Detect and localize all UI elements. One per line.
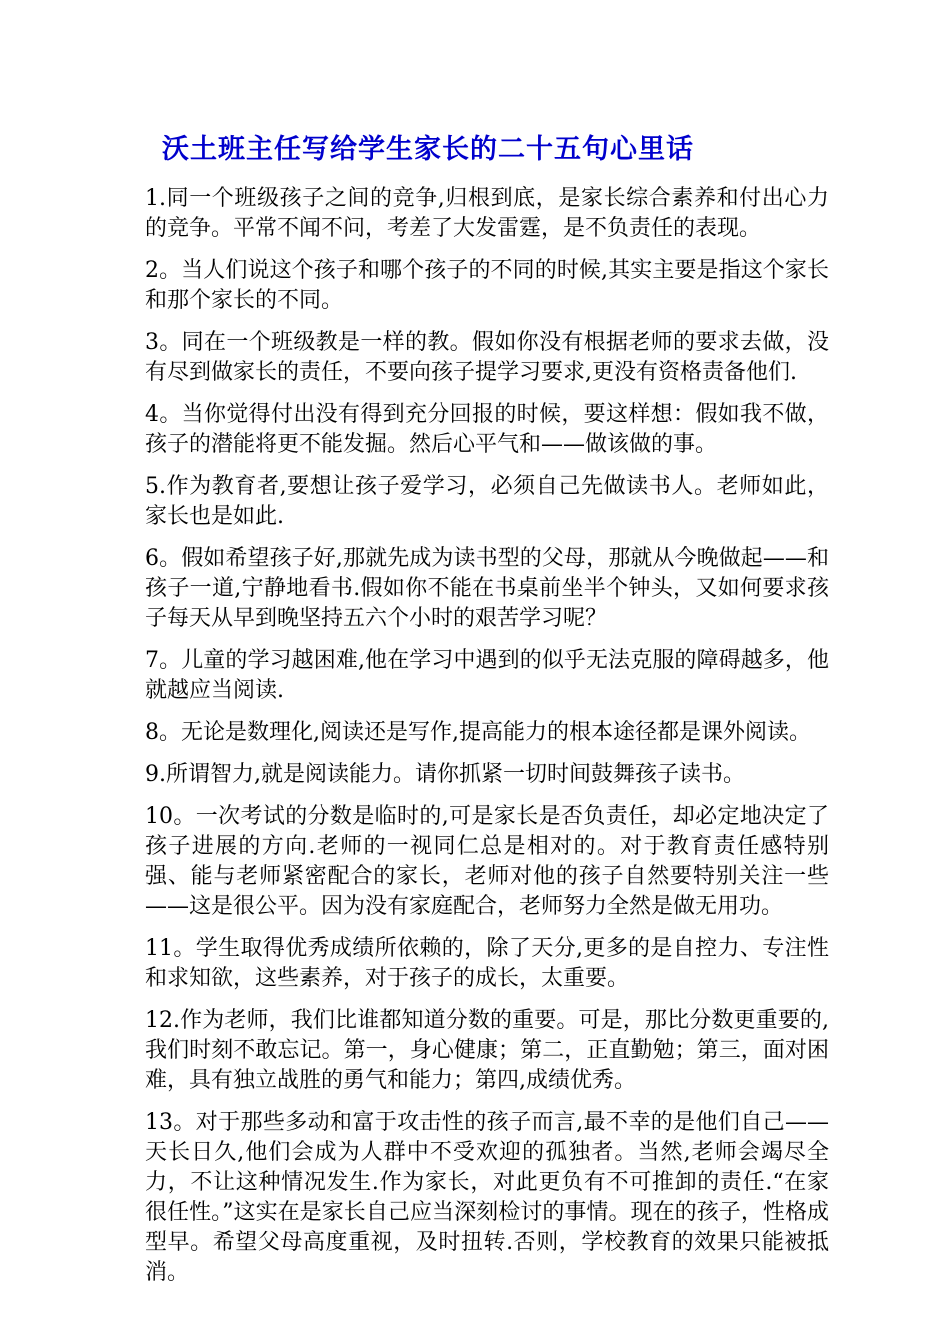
paragraph-1: 1.同一个班级孩子之间的竞争,归根到底，是家长综合素养和付出心力的竞争。平常不闻不问，考差了大发雷霆，是不负责任的表现。 — [145, 186, 829, 241]
paragraph-13: 13。对于那些多动和富于攻击性的孩子而言,最不幸的是他们自己——天长日久,他们会成为人群中不受欢迎的孤独者。当然,老师会竭尽全力，不让这种情况发生.作为家长，对此更负有不可推卸的责任.“在家很任性。”这实在是家长自己应当深刻检讨的事情。现在的孩子，性格成型早。希望父母高度重视，及时扭转.否则，学校教育的效果只能被抵消。 — [145, 1110, 829, 1285]
paragraph-2: 2。当人们说这个孩子和哪个孩子的不同的时候,其实主要是指这个家长和那个家长的不同。 — [145, 258, 829, 313]
paragraph-10: 10。一次考试的分数是临时的,可是家长是否负责任，却必定地决定了孩子进展的方向.老师的一视同仁总是相对的。对于教育责任感特别强、能与老师紧密配合的家长，老师对他的孩子自然要特别关注一些——这是很公平。因为没有家庭配合，老师努力全然是做无用功。 — [145, 804, 829, 919]
paragraph-7: 7。儿童的学习越困难,他在学习中遇到的似乎无法克服的障碍越多，他就越应当阅读. — [145, 648, 829, 703]
paragraph-5: 5.作为教育者,要想让孩子爱学习，必须自己先做读书人。老师如此，家长也是如此. — [145, 474, 829, 529]
paragraph-4: 4。当你觉得付出没有得到充分回报的时候，要这样想：假如我不做，孩子的潜能将更不能发掘。然后心平气和——做该做的事。 — [145, 402, 829, 457]
paragraph-8: 8。无论是数理化,阅读还是写作,提高能力的根本途径都是课外阅读。 — [145, 720, 811, 745]
paragraph-3: 3。同在一个班级教是一样的教。假如你没有根据老师的要求去做，没有尽到做家长的责任，不要向孩子提学习要求,更没有资格责备他们. — [145, 330, 829, 385]
paragraph-11: 11。学生取得优秀成绩所依赖的，除了天分,更多的是自控力、专注性和求知欲，这些素养，对于孩子的成长，太重要。 — [145, 936, 829, 991]
page-title: 沃土班主任写给学生家长的二十五句心里话 — [162, 134, 694, 165]
paragraph-9: 9.所谓智力,就是阅读能力。请你抓紧一切时间鼓舞孩子读书。 — [145, 762, 745, 787]
paragraph-6: 6。假如希望孩子好,那就先成为读书型的父母，那就从今晚做起——和孩子一道,宁静地看书.假如你不能在书桌前坐半个钟头，又如何要求孩子每天从早到晚坚持五六个小时的艰苦学习呢？ — [145, 546, 829, 631]
paragraph-12: 12.作为老师，我们比谁都知道分数的重要。可是，那比分数更重要的,我们时刻不敢忘记。第一，身心健康；第二，正直勤勉；第三，面对困难，具有独立战胜的勇气和能力；第四,成绩优秀。 — [145, 1008, 829, 1093]
document-body — [145, 184, 829, 1300]
